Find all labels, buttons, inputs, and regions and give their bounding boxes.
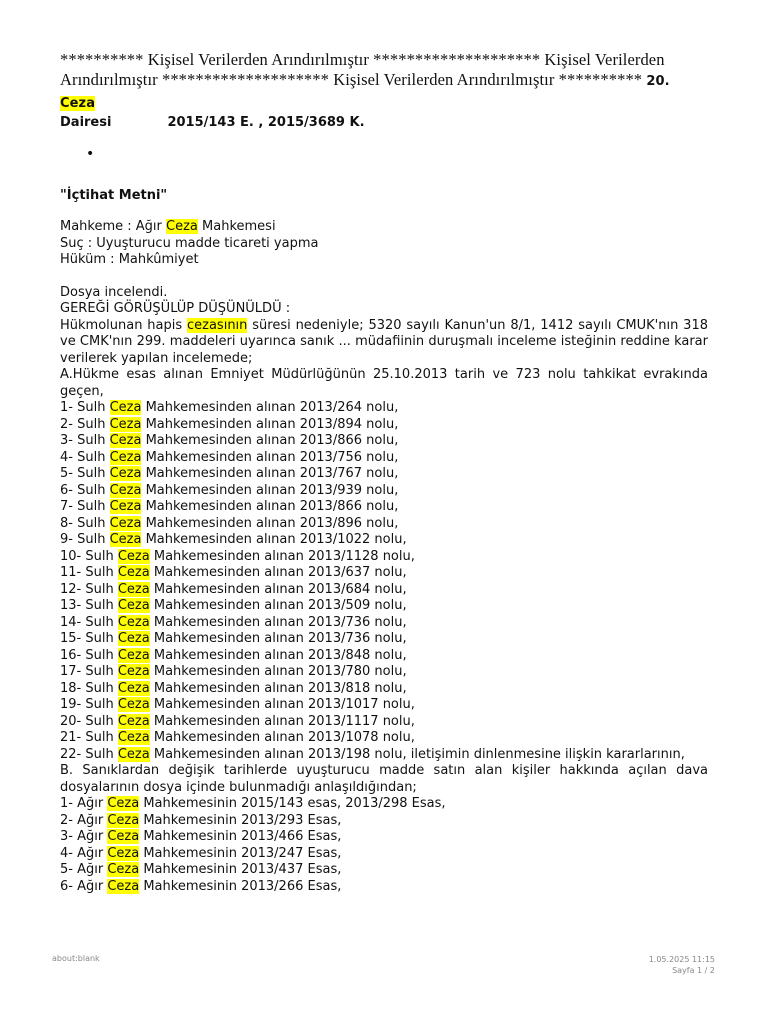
list-item: [60, 549, 708, 566]
list-item-prefix: 1- Ağır: [60, 796, 108, 811]
search-highlight: Ceza: [109, 433, 142, 448]
list-item-text: Mahkemesinden alınan 2013/1022 nolu,: [141, 532, 407, 547]
list-item: [60, 697, 708, 714]
footer-info: [649, 954, 715, 976]
search-highlight: Ceza: [117, 565, 150, 580]
list-item-text: Mahkemesinden alınan 2013/896 nolu,: [141, 515, 399, 531]
list-item-prefix: 21- Sulh: [60, 730, 118, 745]
paragraph-text: süresi nedeniyle; 5320 sayılı Kanun'un 8/1, 1412 sayılı CMUK'nın 318 ve CMK'nın 299. maddeleri uyarınca sanık ... müdafiinin duruşmalı inceleme isteğinin reddine karar verilerek yapılan incelemede;: [60, 317, 708, 366]
list-item-prefix: 3- Ağır: [60, 829, 108, 844]
search-highlight: Ceza: [109, 532, 142, 547]
list-item-text: Mahkemesinden alınan 2013/767 nolu,: [141, 466, 399, 481]
list-item-prefix: 3- Sulh: [60, 433, 110, 448]
list-item-text: Mahkemesinden alınan 2013/939 nolu,: [141, 482, 399, 498]
list-item-prefix: 17- Sulh: [60, 664, 118, 679]
court-label: Mahkeme : Ağır: [60, 219, 167, 234]
list-item: [60, 450, 708, 467]
list-item-prefix: 15- Sulh: [60, 631, 118, 646]
list-item-prefix: 5- Ağır: [60, 862, 108, 877]
list-item-prefix: 10- Sulh: [60, 548, 118, 564]
search-highlight: Ceza: [107, 845, 140, 861]
crime-line: Suç : Uyuşturucu madde ticareti yapma: [60, 235, 319, 251]
list-item-prefix: 9- Sulh: [60, 532, 110, 547]
list-item-prefix: 6- Ağır: [60, 878, 108, 894]
list-item-text: Mahkemesinin 2013/247 Esas,: [139, 845, 342, 861]
search-highlight: Ceza: [117, 680, 150, 696]
list-item-text: Mahkemesinden alınan 2013/848 nolu,: [149, 647, 407, 663]
search-highlight: Ceza: [109, 482, 142, 498]
search-highlight: Ceza: [107, 878, 140, 894]
search-highlight: Ceza: [117, 631, 150, 646]
search-highlight: Ceza: [117, 581, 150, 597]
list-item: [60, 730, 708, 747]
search-highlight: Ceza: [109, 515, 142, 531]
search-highlight: Ceza: [117, 697, 150, 712]
search-highlight: Ceza: [109, 449, 142, 465]
list-item-prefix: 11- Sulh: [60, 565, 118, 580]
list-item-text: Mahkemesinden alınan 2013/684 nolu,: [149, 581, 407, 597]
document-body: [60, 285, 708, 896]
case-meta: [60, 219, 708, 269]
search-highlight: Ceza: [117, 548, 150, 564]
list-item-text: Mahkemesinden alınan 2013/894 nolu,: [141, 416, 399, 432]
list-item: [60, 532, 708, 549]
list-item: [60, 615, 708, 632]
list-item-text: Mahkemesinden alınan 2013/1078 nolu,: [149, 730, 415, 745]
list-item-prefix: 14- Sulh: [60, 614, 118, 630]
document-header: [60, 50, 708, 114]
list-item-prefix: 18- Sulh: [60, 680, 118, 696]
list-item-prefix: 22- Sulh: [60, 746, 118, 762]
search-highlight: Ceza: [109, 416, 142, 432]
list-item: [60, 433, 708, 450]
list-item: [60, 648, 708, 665]
agir-court-list: [60, 796, 708, 895]
search-highlight: Ceza: [109, 400, 142, 415]
list-item: [60, 598, 708, 615]
search-highlight: Ceza: [107, 796, 140, 811]
list-item-text: Mahkemesinden alınan 2013/756 nolu,: [141, 449, 399, 465]
list-item: [60, 846, 708, 863]
list-item-prefix: 19- Sulh: [60, 697, 118, 712]
list-item: [60, 582, 708, 599]
list-item-prefix: 4- Sulh: [60, 449, 110, 465]
footer-url: about:blank: [52, 954, 100, 963]
list-item: [60, 417, 708, 434]
search-highlight: Ceza: [107, 829, 140, 844]
list-item: [60, 862, 708, 879]
body-paragraph: B. Sanıklardan değişik tarihlerde uyuşturucu madde satın alan kişiler hakkında açılan dava dosyalarının dosya içinde bulunmadığı anlaşıldığından;: [60, 763, 708, 795]
list-item-prefix: 13- Sulh: [60, 598, 118, 613]
body-line: GEREĞİ GÖRÜŞÜLÜP DÜŞÜNÜLDÜ :: [60, 301, 291, 316]
list-item: [60, 829, 708, 846]
list-item-prefix: 16- Sulh: [60, 647, 118, 663]
list-item: [60, 714, 708, 731]
body-paragraph: [60, 318, 708, 368]
body-paragraph: A.Hükme esas alınan Emniyet Müdürlüğünün 25.10.2013 tarih ve 723 nolu tahkikat evrakında geçen,: [60, 367, 708, 399]
list-item-prefix: 12- Sulh: [60, 581, 118, 597]
list-item: [60, 813, 708, 830]
list-item-text: Mahkemesinden alınan 2013/1017 nolu,: [149, 697, 415, 712]
list-item-text: Mahkemesinden alınan 2013/736 nolu,: [149, 631, 407, 646]
list-item-text: Mahkemesinden alınan 2013/637 nolu,: [149, 565, 407, 580]
list-item: [60, 747, 708, 764]
document-page: [60, 50, 708, 895]
search-highlight: Ceza: [117, 713, 150, 729]
list-item-text: Mahkemesinin 2015/143 esas, 2013/298 Esas,: [139, 796, 446, 811]
list-item: [60, 483, 708, 500]
header-text: ********** Kişisel Verilerden Arındırılmıştır ******************** Kişisel Verilerden Arındırılmıştır ******************** Kişisel Verilerden Arındırılmıştır **********: [60, 50, 665, 89]
search-highlight: Ceza: [109, 499, 142, 514]
list-item-prefix: 1- Sulh: [60, 400, 110, 415]
list-item: [60, 796, 708, 813]
list-item-text: Mahkemesinden alınan 2013/736 nolu,: [149, 614, 407, 630]
list-item-prefix: 8- Sulh: [60, 515, 110, 531]
search-highlight: Ceza: [117, 614, 150, 630]
search-highlight: Ceza: [117, 598, 150, 613]
list-item-text: Mahkemesinden alınan 2013/866 nolu,: [141, 433, 399, 448]
court-line: [60, 219, 708, 236]
verdict-line: Hüküm : Mahkûmiyet: [60, 252, 199, 267]
search-highlight: Ceza: [117, 730, 150, 745]
chamber-label: Dairesi: [60, 115, 112, 130]
search-highlight: Ceza: [117, 664, 150, 679]
list-item-prefix: 7- Sulh: [60, 499, 110, 514]
body-line: Dosya incelendi.: [60, 284, 168, 300]
list-item: [60, 664, 708, 681]
search-highlight: Ceza: [60, 96, 96, 111]
list-item: [60, 466, 708, 483]
sulh-court-list: [60, 400, 708, 747]
list-item-text: Mahkemesinden alınan 2013/780 nolu,: [149, 664, 407, 679]
search-highlight: Ceza: [109, 466, 142, 481]
list-item: [60, 499, 708, 516]
list-item-text: Mahkemesinden alınan 2013/509 nolu,: [149, 598, 407, 613]
list-item-text: Mahkemesinin 2013/466 Esas,: [139, 829, 342, 844]
list-item-prefix: 2- Ağır: [60, 812, 108, 828]
search-highlight: Ceza: [117, 746, 150, 762]
footer-datetime: 1.05.2025 11:15: [648, 955, 715, 964]
chamber-number: 20.: [646, 74, 670, 89]
list-item-prefix: 6- Sulh: [60, 482, 110, 498]
list-item-text: Mahkemesinden alınan 2013/264 nolu,: [141, 400, 399, 415]
list-item-prefix: 5- Sulh: [60, 466, 110, 481]
footer-page-number: Sayfa 1 / 2: [672, 966, 715, 975]
list-item-prefix: 2- Sulh: [60, 416, 110, 432]
list-item: [60, 681, 708, 698]
list-item-prefix: 4- Ağır: [60, 845, 108, 861]
list-item: [60, 400, 708, 417]
search-highlight: cezasının: [187, 317, 248, 333]
list-item: [60, 879, 708, 896]
list-item-text: Mahkemesinin 2013/266 Esas,: [139, 878, 342, 894]
section-title: "İçtihat Metni": [60, 188, 168, 203]
list-item-text: Mahkemesinden alınan 2013/198 nolu, iletişimin dinlenmesine ilişkin kararlarının,: [149, 746, 685, 762]
case-reference: 2015/143 E. , 2015/3689 K.: [167, 115, 365, 130]
search-highlight: Ceza: [117, 647, 150, 663]
list-item: [60, 565, 708, 582]
list-item-text: Mahkemesinden alınan 2013/1117 nolu,: [149, 713, 415, 729]
list-item-text: Mahkemesinin 2013/293 Esas,: [139, 812, 342, 828]
list-item-text: Mahkemesinden alınan 2013/1128 nolu,: [149, 548, 415, 564]
court-suffix: Mahkemesi: [197, 219, 276, 234]
case-reference-line: [60, 114, 708, 132]
list-item-text: Mahkemesinin 2013/437 Esas,: [139, 862, 342, 877]
list-item-text: Mahkemesinden alınan 2013/818 nolu,: [149, 680, 407, 696]
list-item: [60, 516, 708, 533]
search-highlight: Ceza: [166, 219, 198, 234]
list-item: [60, 631, 708, 648]
search-highlight: Ceza: [107, 812, 140, 828]
search-highlight: Ceza: [107, 862, 140, 877]
list-item-text: Mahkemesinden alınan 2013/866 nolu,: [141, 499, 399, 514]
paragraph-text: Hükmolunan hapis: [60, 317, 187, 333]
list-item-prefix: 20- Sulh: [60, 713, 118, 729]
bullet-point: •: [86, 146, 95, 162]
